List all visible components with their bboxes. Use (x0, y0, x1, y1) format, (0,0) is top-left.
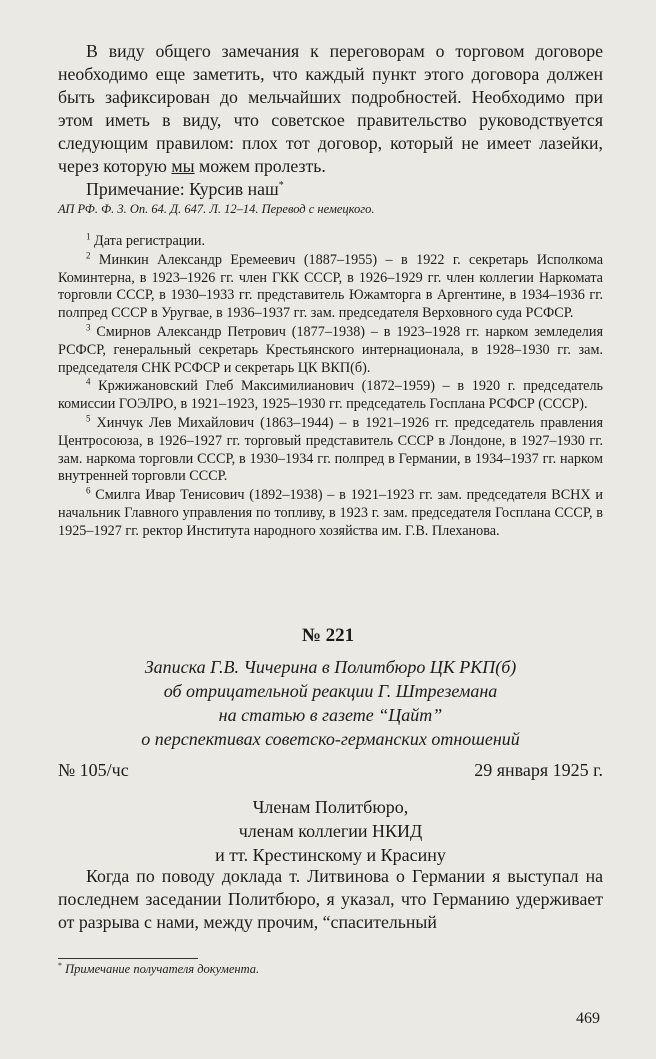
title-line: Записка Г.В. Чичерина в Политбюро ЦК РКП(б) (144, 657, 517, 677)
title-line: об отрицательной реакции Г. Штреземана (163, 681, 498, 701)
page-number: 469 (576, 1010, 600, 1027)
addressee-line: и тт. Крестинскому и Красину (215, 845, 446, 865)
document-date: 29 января 1925 г. (474, 760, 603, 780)
addressees (58, 795, 603, 867)
note-marker: * (278, 180, 284, 192)
endnote: $^1$ Дата регистрации. (86, 231, 206, 249)
endnote: $^6$ Смилга Ивар Тенисович (1892–1938) – в 1921–1923 гг. зам. председателя ВСНХ и начальник Главного управления по топливу, в 1923 г. зам. председателя Госплана СССР, в 1925–1927 гг. ректор Института народного хозяйства им. Г.В. Плеханова. (58, 485, 603, 539)
document-title (58, 655, 603, 751)
title-line: на статью в газете “Цайт” (218, 705, 443, 725)
body-paragraph: Когда по поводу доклада т. Литвинова о Германии я выступал на последнем заседании Политбюро, я указал, что Германию удерживает от разрыва с нами, между прочим, “спасительный (58, 866, 603, 932)
top-paragraph-block (58, 40, 603, 201)
endnote: $^5$ Хинчук Лев Михайлович (1863–1944) – в 1921–1926 гг. председатель правления Центросоюза, в 1926–1927 гг. торговый представитель СССР в Лондоне, в 1927–1930 гг. зам. наркома торговли СССР, в 1930–1934 гг. полпред в Германии, в 1934–1937 гг. нарком внутренней торговли СССР. (58, 413, 603, 485)
endnote: $^4$ Кржижановский Глеб Максимилианович (1872–1959) – в 1920 г. председатель комиссии ГОЭЛРО, в 1921–1923, 1925–1930 гг. председатель Госплана РСФСР (СССР). (58, 376, 603, 413)
document-number: № 221 (301, 625, 355, 646)
top-paragraph: В виду общего замечания к переговорам о торговом договоре необходимо еще заметить, что каждый пункт этого договора должен быть зафиксирован до мельчайших подробностей. Необходимо при этом иметь в виду, что советское правительство руководствуется следующим правилом: плох тот договор, который не имеет лазейки, через которую мы можем пролезть. (58, 41, 603, 176)
addressee-line: членам коллегии НКИД (238, 821, 423, 841)
registration-number: № 105/чс (58, 760, 129, 780)
endnote: $^2$ Минкин Александр Еремеевич (1887–1955) – в 1922 г. секретарь Исполкома Коминтерна, в 1923–1926 гг. член ГКК СССР, в 1926–1929 гг. член коллегии Наркомата торговли СССР, в 1930–1933 гг. представитель Южамторга в Аргентине, в 1934–1936 гг. полпред СССР в Уругвае, в 1936–1937 гг. зам. председателя Верховного суда РСФСР. (58, 250, 603, 322)
underlined-word: мы (171, 156, 195, 176)
addressee-line: Членам Политбюро, (252, 797, 409, 817)
page-footnote: * Примечание получателя документа. (58, 960, 260, 976)
archive-source-reference: АП РФ. Ф. 3. Оп. 64. Д. 647. Л. 12–14. Перевод с немецкого. (58, 202, 375, 216)
endnotes-list (58, 233, 603, 542)
italics-note: Примечание: Курсив наш* (86, 179, 284, 199)
endnote: $^3$ Смирнов Александр Петрович (1877–1938) – в 1923–1928 гг. нарком земледелия РСФСР, генеральный секретарь Крестьянского интернационала, в 1928–1930 гг. зам. председателя СНК РСФСР и секретарь ЦК ВКП(б). (58, 322, 603, 376)
title-line: о перспективах советско-германских отношений (141, 729, 520, 749)
body-block (58, 865, 603, 934)
footnote-divider (58, 958, 198, 959)
